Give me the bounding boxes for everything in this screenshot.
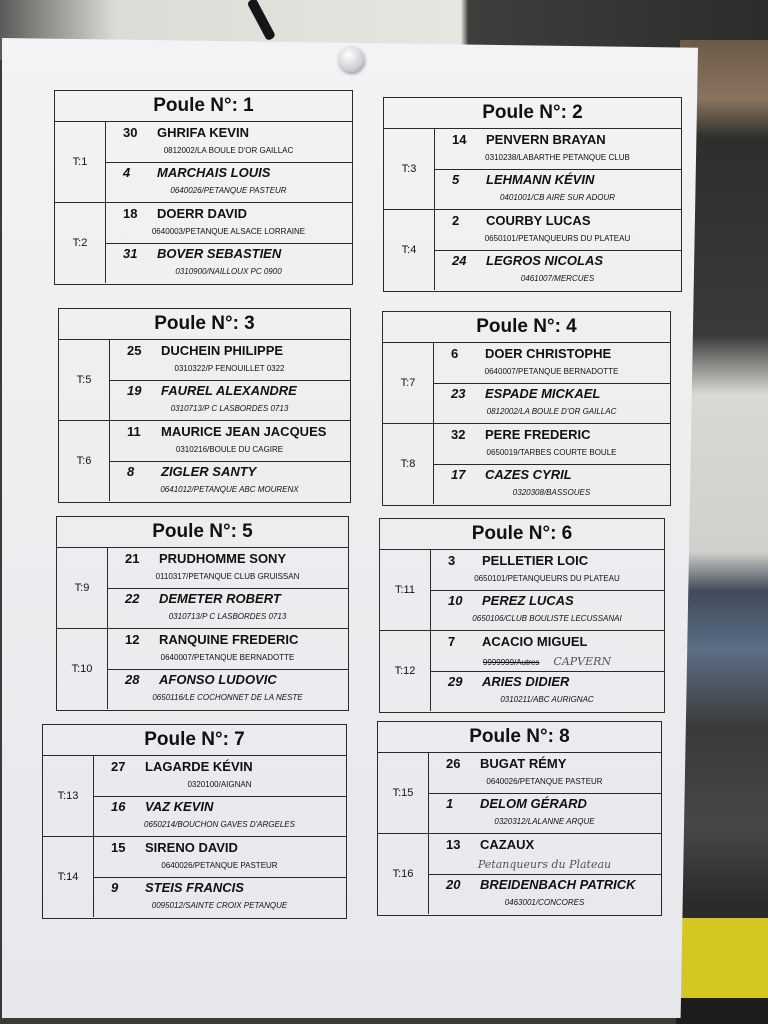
player-row [434,129,681,170]
player-row [433,383,670,423]
club-line [430,655,664,668]
player-number: 24 [452,253,467,268]
club-text-struck: 9999999/Autres [482,658,540,667]
player-row [105,243,352,283]
club-text: 0320312/LALANNE ARQUE [494,817,595,826]
pushpin [338,46,364,72]
player-row [434,250,681,290]
club-line [109,404,350,413]
player-name [480,837,534,852]
player-name [482,553,588,568]
poule-body [57,548,348,710]
player-number: 22 [125,591,140,606]
club-line [433,407,670,416]
player-number: 3 [448,553,456,568]
club-text: 0310216/BOULE DU CAGIRE [175,445,284,454]
club-line [105,186,352,195]
club-text: 0110317/PETANQUE CLUB GRUISSAN [155,572,300,581]
player-name [159,551,286,566]
poule-box [54,90,353,285]
club-text: 0650101/PETANQUEURS DU PLATEAU [474,574,620,583]
poule-title: Poule N°: 4 [383,312,670,343]
club-text: 0401001/CB AIRE SUR ADOUR [499,193,615,202]
club-line [428,777,661,786]
club-text: 0812002/LA BOULE D'OR GAILLAC [163,146,294,155]
club-line [430,574,664,583]
player-name [161,424,326,439]
player-name [159,672,277,687]
player-name-text: FAUREL ALEXANDRE [161,383,297,398]
player-row [93,877,346,917]
player-number: 1 [446,796,454,811]
club-line [105,227,352,236]
club-text: 0310322/P FENOUILLET 0322 [174,364,285,373]
poule-body [384,129,681,291]
player-name [485,467,572,482]
player-name [482,634,587,649]
club-line [107,653,348,662]
player-name [486,253,603,268]
player-row [433,464,670,504]
player-name-text: RANQUINE FREDERIC [159,632,299,647]
player-row [93,837,346,878]
player-row [93,756,346,797]
poule-body [378,753,661,915]
player-row [109,340,350,381]
club-line [107,572,348,581]
team-label: T:5 [59,340,110,420]
player-number: 19 [127,383,142,398]
player-name [482,674,569,689]
club-line [428,898,661,907]
player-name-text: MAURICE JEAN JACQUES [161,424,327,439]
player-row [109,421,350,462]
team-label: T:10 [57,629,108,709]
player-name [482,593,574,608]
club-line [430,695,664,704]
player-number: 6 [451,346,459,361]
team-row [380,550,664,631]
player-name-text: ARIES DIDIER [482,674,570,689]
team-row [57,629,348,709]
club-text: 0650116/LE COCHONNET DE LA NESTE [152,693,303,702]
player-row [430,631,664,672]
poule-title: Poule N°: 5 [57,517,348,548]
club-line [93,780,346,789]
poule-title: Poule N°: 3 [59,309,350,340]
player-row [105,203,352,244]
player-row [105,122,352,163]
club-line [93,861,346,870]
club-text: 0310211/ABC AURIGNAC [500,695,594,704]
player-name-text: ZIGLER SANTY [161,464,257,479]
poule-title: Poule N°: 7 [43,725,346,756]
club-text: 0095012/SAINTE CROIX PETANQUE [151,901,288,910]
player-number: 21 [125,551,140,566]
player-name-text: CAZES CYRIL [485,467,572,482]
player-number: 31 [123,246,138,261]
club-line [434,234,681,243]
team-row [59,340,350,421]
club-line [434,274,681,283]
player-name [145,880,244,895]
team-label: T:12 [380,631,431,711]
team-label: T:6 [59,421,110,501]
player-row [428,793,661,833]
team-row [383,343,670,424]
club-line [109,364,350,373]
team-label: T:9 [57,548,108,628]
player-name-text: BOVER SEBASTIEN [157,246,282,261]
poule-body [383,343,670,505]
club-text: 0320100/AIGNAN [187,780,252,789]
club-text: 0650019/TARBES COURTE BOULE [486,448,617,457]
club-text: 0812002/LA BOULE D'OR GAILLAC [486,407,617,416]
player-name-text: LEHMANN KÉVIN [486,172,595,187]
player-row [107,588,348,628]
player-number: 25 [127,343,142,358]
club-line [433,448,670,457]
player-name [486,172,594,187]
club-text: 0640003/PETANQUE ALSACE LORRAINE [151,227,306,236]
team-label: T:3 [384,129,435,209]
poule-box [42,724,347,919]
player-row [109,461,350,501]
poule-title: Poule N°: 1 [55,91,352,122]
player-name-text: PERE FREDERIC [485,427,591,442]
poule-box [383,97,682,292]
team-row [383,424,670,504]
player-number: 15 [111,840,126,855]
player-number: 7 [448,634,456,649]
player-name [159,591,281,606]
team-row [384,210,681,290]
player-name-text: DELOM GÉRARD [480,796,587,811]
team-row [59,421,350,501]
team-row [384,129,681,210]
player-row [107,669,348,709]
poule-body [43,756,346,918]
poule-box [379,518,665,713]
club-line [93,820,346,829]
team-label: T:11 [380,550,431,630]
player-name-text: PENVERN BRAYAN [486,132,606,147]
player-name-text: DOERR DAVID [157,206,248,221]
player-number: 20 [446,877,461,892]
club-line [428,817,661,826]
player-name [161,343,283,358]
player-number: 13 [446,837,461,852]
player-name [157,125,249,140]
handwritten-club-note: Petanqueurs du Plateau [477,858,612,871]
team-label: T:2 [55,203,106,283]
club-line [107,612,348,621]
player-name-text: DOER CHRISTOPHE [485,346,612,361]
poule-body [59,340,350,502]
player-name [485,427,590,442]
club-line [430,614,664,623]
player-name-text: BREIDENBACH PATRICK [480,877,636,892]
handwritten-note: CAPVERN [553,655,612,668]
poule-body [380,550,664,712]
player-row [428,834,661,875]
club-line [109,485,350,494]
club-text: 0461007/MERCUES [520,274,595,283]
player-number: 30 [123,125,138,140]
club-text: 0650101/PETANQUEURS DU PLATEAU [484,234,631,243]
club-line [433,488,670,497]
player-row [107,548,348,589]
player-name [145,799,213,814]
player-name-text: PEREZ LUCAS [482,593,574,608]
player-number: 8 [127,464,135,479]
player-number: 18 [123,206,138,221]
team-row [378,753,661,834]
club-line [433,367,670,376]
player-row [428,753,661,794]
poule-body [55,122,352,284]
club-text: 0640007/PETANQUE BERNADOTTE [484,367,619,376]
player-number: 12 [125,632,140,647]
player-name [485,386,600,401]
poule-box [382,311,671,506]
club-line [93,901,346,910]
team-label: T:14 [43,837,94,917]
club-line [105,146,352,155]
player-row [434,169,681,209]
player-row [433,424,670,465]
team-row [57,548,348,629]
player-name-text: PELLETIER LOIC [482,553,589,568]
player-row [109,380,350,420]
player-number: 10 [448,593,463,608]
player-number: 5 [452,172,460,187]
team-row [43,837,346,917]
club-text: 0310900/NAILLOUX PC 0900 [175,267,282,276]
player-name-text: STEIS FRANCIS [145,880,244,895]
player-row [93,796,346,836]
player-number: 23 [451,386,466,401]
yellow-floor-strip [676,918,768,998]
player-number: 27 [111,759,126,774]
poule-box [377,721,662,916]
team-row [55,122,352,203]
club-line [109,445,350,454]
poule-title: Poule N°: 2 [384,98,681,129]
player-row [105,162,352,202]
team-row [378,834,661,914]
poule-title: Poule N°: 8 [378,722,661,753]
poule-box [56,516,349,711]
player-name [161,383,297,398]
player-name-text: PRUDHOMME SONY [159,551,287,566]
player-name [480,756,566,771]
club-text: 0310713/P C LASBORDES 0713 [168,612,287,621]
player-row [430,550,664,591]
player-number: 16 [111,799,126,814]
team-label: T:8 [383,424,434,504]
player-row [107,629,348,670]
club-text: 0320308/BASSOUES [512,488,591,497]
player-name [157,206,247,221]
player-name-text: AFONSO LUDOVIC [159,672,277,687]
player-row [430,590,664,630]
player-row [428,874,661,914]
player-number: 17 [451,467,466,482]
club-line [428,858,661,871]
club-line [107,693,348,702]
player-name-text: COURBY LUCAS [486,213,591,228]
team-label: T:4 [384,210,435,290]
dark-floor-strip [676,998,768,1024]
player-number: 9 [111,880,119,895]
player-name-text: GHRIFA KEVIN [157,125,249,140]
club-text: 0310713/P C LASBORDES 0713 [170,404,289,413]
player-name-text: LEGROS NICOLAS [486,253,604,268]
player-number: 32 [451,427,466,442]
player-name-text: MARCHAIS LOUIS [157,165,271,180]
team-label: T:7 [383,343,434,423]
player-number: 2 [452,213,460,228]
team-row [55,203,352,283]
player-number: 11 [127,424,141,439]
club-text: 0463001/CONCORES [504,898,585,907]
poule-title: Poule N°: 6 [380,519,664,550]
club-text: 0650214/BOUCHON GAVES D'ARGELES [144,820,295,829]
player-name-text: CAZAUX [480,837,535,852]
team-row [43,756,346,837]
player-row [434,210,681,251]
team-label: T:16 [378,834,429,914]
player-name-text: DUCHEIN PHILIPPE [161,343,284,358]
team-label: T:13 [43,756,94,836]
player-row [430,671,664,711]
club-line [434,193,681,202]
player-name [480,877,636,892]
club-line [434,153,681,162]
club-text: 0640026/PETANQUE PASTEUR [161,861,278,870]
club-text: 0650106/CLUB BOULISTE LECUSSANAI [472,614,622,623]
player-name-text: SIRENO DAVID [145,840,238,855]
team-label: T:1 [55,122,106,202]
player-name [480,796,587,811]
player-name [485,346,611,361]
player-name [161,464,256,479]
poule-box [58,308,351,503]
player-number: 29 [448,674,463,689]
player-name [486,132,606,147]
player-name-text: ACACIO MIGUEL [482,634,588,649]
player-number: 26 [446,756,461,771]
club-text: 0640026/PETANQUE PASTEUR [170,186,287,195]
player-row [433,343,670,384]
player-name [157,246,281,261]
player-number: 4 [123,165,131,180]
club-line [105,267,352,276]
player-name [486,213,591,228]
player-number: 14 [452,132,467,147]
player-name-text: DEMETER ROBERT [159,591,281,606]
player-name-text: ESPADE MICKAEL [485,386,601,401]
player-number: 28 [125,672,140,687]
player-name [159,632,298,647]
club-text: 0640007/PETANQUE BERNADOTTE [160,653,295,662]
player-name-text: BUGAT RÉMY [480,756,567,771]
club-text: 0640026/PETANQUE PASTEUR [486,777,603,786]
player-name [157,165,270,180]
player-name-text: LAGARDE KÉVIN [145,759,253,774]
player-name [145,840,238,855]
club-text: 0310238/LABARTHE PETANQUE CLUB [485,153,630,162]
team-row [380,631,664,711]
player-name-text: VAZ KEVIN [145,799,214,814]
club-text: 0641012/PETANQUE ABC MOURENX [160,485,299,494]
team-label: T:15 [378,753,429,833]
player-name [145,759,253,774]
